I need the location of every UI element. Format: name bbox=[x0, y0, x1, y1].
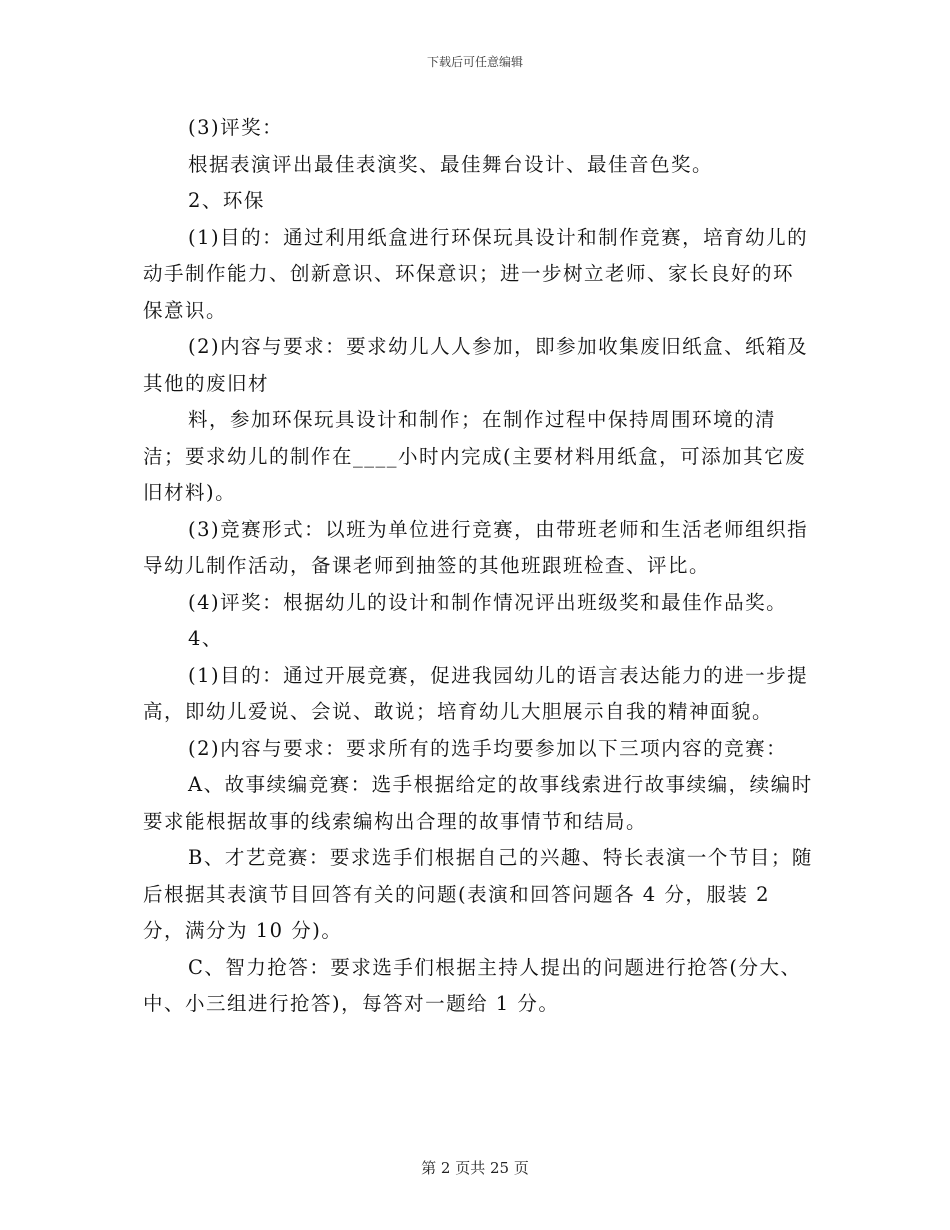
paragraph: (1)目的：通过开展竞赛，促进我园幼儿的语言表达能力的进一步提高，即幼儿爱说、会说、敢说；培育幼儿大胆展示自我的精神面貌。 bbox=[143, 663, 809, 723]
page-header: 下载后可任意编辑 bbox=[426, 55, 523, 69]
document-body bbox=[143, 110, 813, 1023]
section-heading: 2、环保 bbox=[188, 189, 265, 212]
paragraph: C、智力抢答：要求选手们根据主持人提出的问题进行抢答(分大、中、小三组进行抢答)，每答对一题给 1 分。 bbox=[143, 955, 802, 1015]
section-heading: 4、 bbox=[188, 627, 223, 650]
paragraph: A、故事续编竞赛：选手根据给定的故事线索进行故事续编，续编时要求能根据故事的线索编构出合理的故事情节和结局。 bbox=[143, 773, 813, 833]
paragraph: B、才艺竞赛：要求选手们根据自己的兴趣、特长表演一个节目；随后根据其表演节目回答有关的问题(表演和回答问题各 4 分，服装 2 分，满分为 10 分)。 bbox=[143, 846, 813, 942]
paragraph: (4)评奖：根据幼儿的设计和制作情况评出班级奖和最佳作品奖。 bbox=[188, 590, 788, 614]
paragraph: (3)评奖： bbox=[188, 116, 284, 139]
paragraph: (1)目的：通过利用纸盒进行环保玩具设计和制作竞赛，培育幼儿的动手制作能力、创新意识、环保意识；进一步树立老师、家长良好的环保意识。 bbox=[143, 225, 809, 322]
paragraph: (2)内容与要求：要求幼儿人人参加，即参加收集废旧纸盒、纸箱及其他的废旧材 bbox=[143, 335, 809, 395]
paragraph: (2)内容与要求：要求所有的选手均要参加以下三项内容的竞赛： bbox=[188, 736, 788, 760]
paragraph: 根据表演评出最佳表演奖、最佳舞台设计、最佳音色奖。 bbox=[188, 152, 714, 176]
paragraph: (3)竞赛形式：以班为单位进行竞赛，由带班老师和生活老师组织指导幼儿制作活动，备课老师到抽签的其他班跟班检查、评比。 bbox=[143, 517, 809, 577]
page-footer: 第 2 页共 25 页 bbox=[421, 1159, 529, 1177]
paragraph: 料，参加环保玩具设计和制作；在制作过程中保持周围环境的清洁；要求幼儿的制作在____小时内完成(主要材料用纸盒，可添加其它废旧材料)。 bbox=[143, 408, 807, 504]
